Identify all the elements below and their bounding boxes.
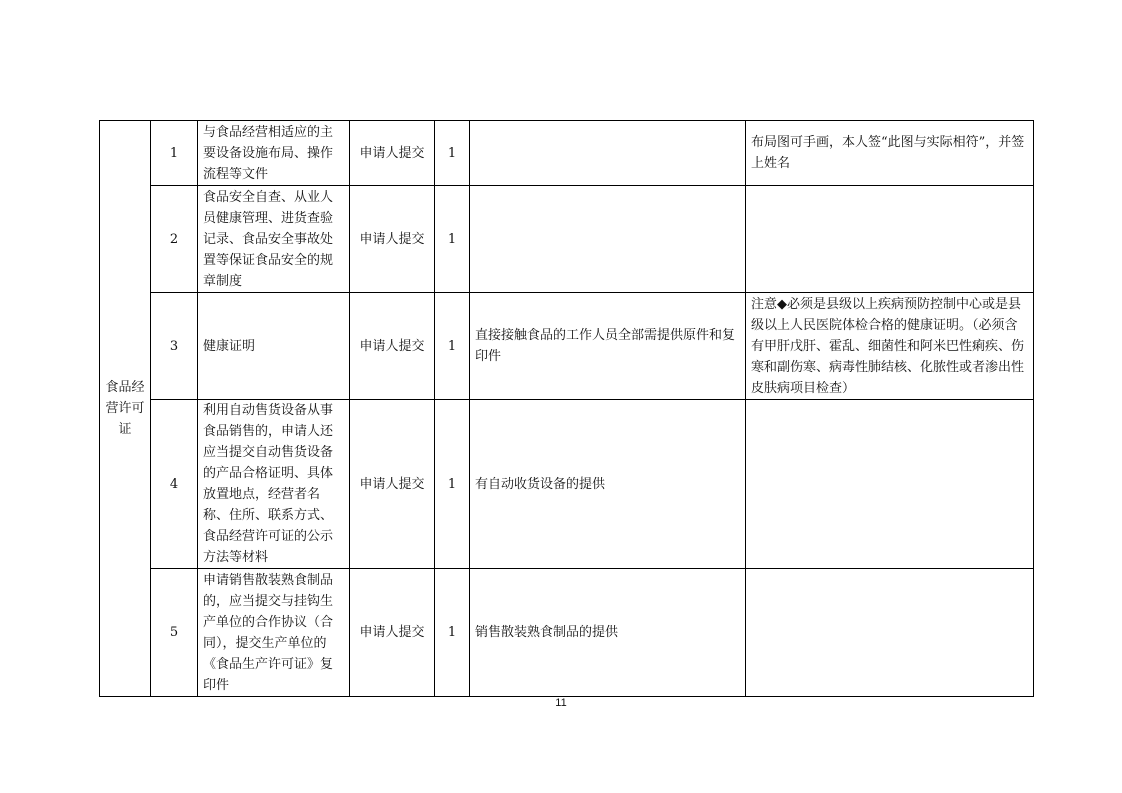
requirement-cell: 销售散装熟食制品的提供: [470, 569, 746, 697]
note-cell: 注意◆必须是县级以上疾病预防控制中心或是县级以上人民医院体检合格的健康证明。（必须含有甲肝戊肝、霍乱、细菌性和阿米巴性痢疾、伤寒和副伤寒、病毒性肺结核、化脓性或者渗出性皮肤病项目检查）: [746, 293, 1034, 400]
material-name: 食品安全自查、从业人员健康管理、进货查验记录、食品安全事故处置等保证食品安全的规章制度: [198, 186, 350, 293]
requirement-cell: 直接接触食品的工作人员全部需提供原件和复印件: [470, 293, 746, 400]
copies-cell: 1: [435, 121, 470, 186]
page-number: 11: [555, 697, 567, 709]
row-number: 2: [151, 186, 198, 293]
table-row: [100, 186, 1034, 293]
source-cell: 申请人提交: [350, 186, 435, 293]
row-number: 5: [151, 569, 198, 697]
note-cell: 布局图可手画，本人签“此图与实际相符”，并签上姓名: [746, 121, 1034, 186]
materials-table: [99, 120, 1034, 697]
note-cell: [746, 569, 1034, 697]
source-cell: 申请人提交: [350, 569, 435, 697]
copies-cell: 1: [435, 293, 470, 400]
table-row: [100, 121, 1034, 186]
copies-cell: 1: [435, 400, 470, 569]
table-row: [100, 569, 1034, 697]
source-cell: 申请人提交: [350, 293, 435, 400]
note-cell: [746, 186, 1034, 293]
row-number: 3: [151, 293, 198, 400]
category-cell: 食品经营许可证: [100, 121, 151, 697]
row-number: 1: [151, 121, 198, 186]
requirement-cell: 有自动收货设备的提供: [470, 400, 746, 569]
requirement-cell: [470, 186, 746, 293]
source-cell: 申请人提交: [350, 400, 435, 569]
table-row: [100, 293, 1034, 400]
note-cell: [746, 400, 1034, 569]
material-name: 利用自动售货设备从事食品销售的，申请人还应当提交自动售货设备的产品合格证明、具体放置地点，经营者名称、住所、联系方式、食品经营许可证的公示方法等材料: [198, 400, 350, 569]
material-name: 申请销售散装熟食制品的，应当提交与挂钩生产单位的合作协议（合同），提交生产单位的《食品生产许可证》复印件: [198, 569, 350, 697]
material-name: 健康证明: [198, 293, 350, 400]
table-row: [100, 400, 1034, 569]
material-name: 与食品经营相适应的主要设备设施布局、操作流程等文件: [198, 121, 350, 186]
copies-cell: 1: [435, 569, 470, 697]
requirement-cell: [470, 121, 746, 186]
copies-cell: 1: [435, 186, 470, 293]
source-cell: 申请人提交: [350, 121, 435, 186]
row-number: 4: [151, 400, 198, 569]
